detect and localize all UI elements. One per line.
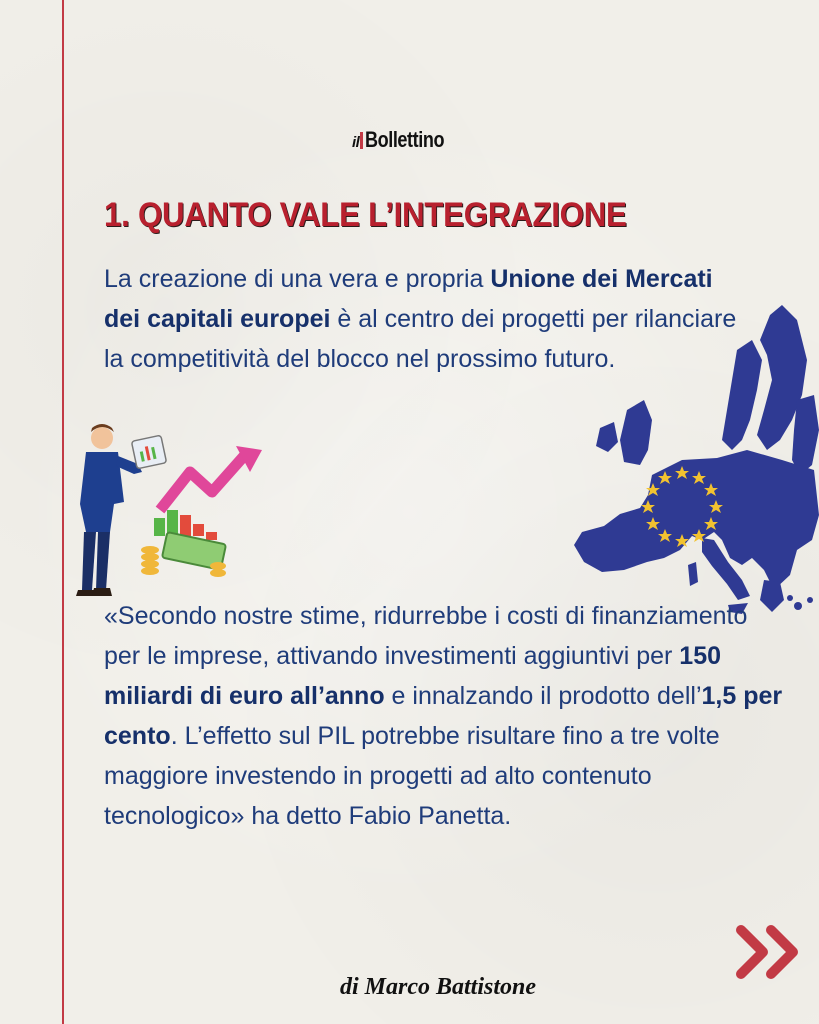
margin-line bbox=[62, 0, 64, 1024]
double-chevron-right-icon[interactable] bbox=[735, 922, 805, 982]
quote-text-1: «Secondo nostre stime, ridurrebbe i costi di finanziamento per le imprese, attivando investimenti aggiuntivi per bbox=[104, 602, 748, 670]
logo bbox=[352, 127, 462, 153]
businessman-growth-illustration bbox=[72, 420, 272, 605]
intro-text-2: è al centro dei progetti per rilanciare la competitività del blocco nel prossimo futuro. bbox=[104, 305, 737, 373]
intro-text-1: La creazione di una vera e propria bbox=[104, 265, 491, 293]
quote-paragraph bbox=[104, 596, 784, 836]
logo-name: Bollettino bbox=[365, 127, 445, 152]
author-byline: di Marco Battistone bbox=[340, 974, 537, 1000]
intro-bold: Unione dei Mercati dei capitali europei bbox=[104, 265, 713, 333]
quote-text-3: . L’effetto sul PIL potrebbe risultare fino a tre volte maggiore investendo in progetti ad alto contenuto tecnologico» ha detto Fabio Panetta. bbox=[104, 722, 720, 830]
quote-bold-investments: 150 miliardi di euro all’anno bbox=[104, 642, 722, 710]
section-heading: 1. QUANTO VALE L’INTEGRAZIONE bbox=[104, 196, 627, 234]
eu-map-icon bbox=[552, 300, 819, 620]
quote-text-2: e innalzando il prodotto dell’ bbox=[384, 682, 702, 710]
logo-prefix: il bbox=[352, 134, 360, 151]
logo-bar bbox=[360, 132, 363, 149]
quote-bold-percent: 1,5 per cento bbox=[104, 682, 783, 750]
